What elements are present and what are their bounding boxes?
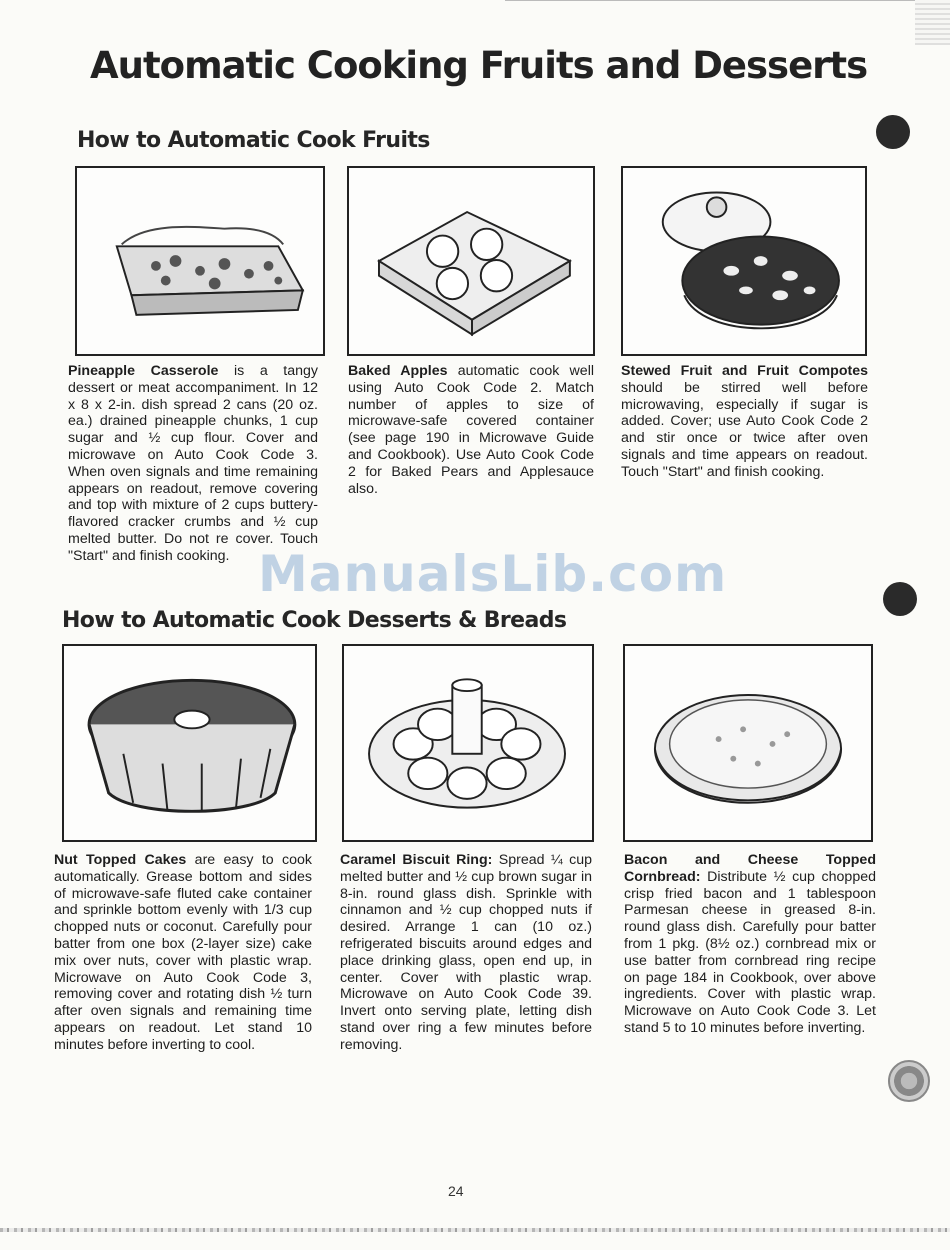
recipe-text: Spread ¼ cup melted butter and ½ cup brown sugar in 8-in. round glass dish. Sprinkle with cinnamon and ½ cup chopped nuts if desired. Arrange 1 can (10 oz.) refrigerated biscuits around edges and place drinking glass, open end up, in center. Cover with plastic wrap. Microwave on Auto Cook Code 39. Invert onto serving plate, letting dish stand over ring a few minutes before removing.: [340, 852, 592, 1053]
photo-caramel-biscuit-ring: [342, 644, 594, 842]
photo-nut-topped-cake: [62, 644, 317, 842]
biscuit-ring-icon: [344, 646, 592, 840]
recipe-name: Caramel Biscuit Ring:: [340, 852, 493, 868]
section-heading-desserts: How to Automatic Cook Desserts & Breads: [62, 608, 567, 633]
covered-bowl-icon: [623, 168, 865, 354]
recipe-text: is a tangy dessert or meat accompaniment. In 12 x 8 x 2-in. dish spread 2 cans (20 oz. ea.) drained pineapple chunks, 1 cup sugar and ½ cup flour. Cover and microwave on Auto Cook Code 3. When oven signals and time remaining appears on readout, remove covering and top with mixture of 2 cups buttery-flavored cracker crumbs and ½ cup melted butter. Do not re cover. Touch "Start" and finish cooking.: [68, 363, 318, 564]
recipe-name: Pineapple Casserole: [68, 363, 219, 379]
recipe-text: are easy to cook automatically. Grease bottom and sides of microwave-safe fluted cake container and sprinkle bottom evenly with 1/3 cup chopped nuts or coconut. Carefully pour batter from one box (2-layer size) cake mix over nuts, cover with plastic wrap. Microwave on Auto Cook Code 3, removing cover and rotating dish ½ turn after oven signals and remaining time appears on readout. Let stand 10 minutes before inverting to cool.: [54, 852, 313, 1053]
page-number: 24: [448, 1183, 464, 1199]
bottom-edge-line: [0, 1228, 950, 1232]
section-tab-dot: [883, 582, 917, 616]
watermark: ManualsLib.com: [258, 545, 728, 603]
recipe-name: Baked Apples: [348, 363, 448, 379]
section-heading-fruits: How to Automatic Cook Fruits: [77, 128, 430, 153]
recipe-name: Stewed Fruit and Fruit Compotes: [621, 363, 868, 379]
cornbread-dish-icon: [625, 646, 871, 840]
top-edge-line: [505, 0, 915, 1]
photo-bacon-cheese-cornbread: [623, 644, 873, 842]
recipe-nut-topped-cakes: [54, 852, 312, 1054]
scan-corner-mark: [915, 0, 950, 45]
casserole-dish-icon: [77, 168, 323, 354]
recipe-name: Nut Topped Cakes: [54, 852, 187, 868]
recipe-pineapple-casserole: [68, 363, 318, 565]
page-title: Automatic Cooking Fruits and Desserts: [90, 44, 868, 87]
section-tab-dot: [876, 115, 910, 149]
recipe-baked-apples: [348, 363, 594, 497]
recipe-bacon-cheese-cornbread: [624, 852, 876, 1037]
recipe-text: should be stirred well before microwaving, especially if sugar is added. Cover; use Auto Cook Code 2 and stir once or twice after oven signals and time appears on readout. Touch "Start" and finish cooking.: [621, 379, 868, 480]
recipe-caramel-biscuit-ring: [340, 852, 592, 1054]
recipe-text: automatic cook well using Auto Cook Code 2. Match number of apples to size of microwave-safe covered container (see page 190 in Microwave Guide and Cookbook). Use Auto Cook Code 2 for Baked Pears and Applesauce also.: [348, 363, 594, 497]
recipe-name: Bacon and Cheese Topped Cornbread:: [624, 852, 876, 885]
recipe-text: Distribute ½ cup chopped crisp fried bacon and 1 tablespoon Parmesan cheese in greased 8-in. round glass dish. Carefully pour batter from 1 pkg. (8½ oz.) cornbread mix or use batter from cornbread ring recipe on page 184 in Cookbook, over above ingredients. Cover with plastic wrap. Microwave on Auto Cook Code 3. Let stand 5 to 10 minutes before inverting.: [624, 868, 876, 1036]
photo-stewed-fruit: [621, 166, 867, 356]
baked-apples-icon: [349, 168, 593, 354]
fluted-cake-icon: [64, 646, 315, 840]
photo-baked-apples: [347, 166, 595, 356]
corner-seal-icon: [888, 1060, 930, 1102]
photo-pineapple-casserole: [75, 166, 325, 356]
recipe-stewed-fruit: [621, 363, 868, 481]
